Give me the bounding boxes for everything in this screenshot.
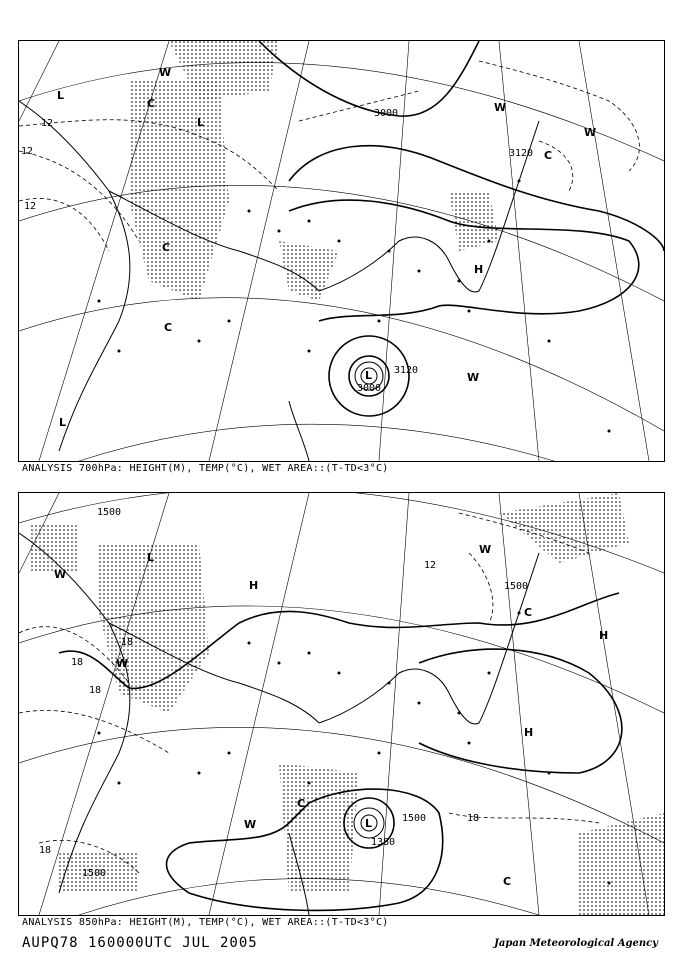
temp-label: 18 <box>121 637 134 648</box>
center-label: C <box>162 241 171 254</box>
center-label: W <box>244 818 257 831</box>
chart-code: AUPQ78 160000UTC JUL 2005 <box>22 935 258 951</box>
center-label: H <box>599 629 609 642</box>
chart-850hpa <box>18 492 665 916</box>
contour-label: 3120 <box>394 365 419 376</box>
caption-850hpa: ANALYSIS 850hPa: HEIGHT(M), TEMP(°C), WET AREA::(T-TD<3°C) <box>22 917 389 928</box>
center-label: W <box>54 568 67 581</box>
contour-label: 3120 <box>509 148 534 159</box>
center-label: C <box>524 606 533 619</box>
map-850hpa <box>19 493 664 915</box>
center-label: C <box>297 797 306 810</box>
wet-areas <box>29 493 664 915</box>
coastlines <box>19 101 539 461</box>
contour-label: 1500 <box>97 507 122 518</box>
center-label: C <box>147 97 156 110</box>
typhoon-center: L <box>365 817 373 830</box>
contour-label: 1500 <box>402 813 427 824</box>
contour-label: 3000 <box>374 108 399 119</box>
center-label: H <box>249 579 259 592</box>
center-label: H <box>524 726 534 739</box>
temp-label: 12 <box>424 560 437 571</box>
temp-label: 12 <box>24 201 37 212</box>
agency-name: Japan Meteorological Agency <box>494 938 658 949</box>
center-label: H <box>474 263 484 276</box>
contour-label: 1500 <box>82 868 107 879</box>
center-label: W <box>116 657 129 670</box>
temp-label: 12 <box>41 118 54 129</box>
typhoon-height: 3000 <box>357 383 382 394</box>
center-label: W <box>159 66 172 79</box>
center-label: L <box>197 116 205 129</box>
typhoon-center: L <box>365 369 373 382</box>
center-label: L <box>57 89 65 102</box>
caption-700hpa: ANALYSIS 700hPa: HEIGHT(M), TEMP(°C), WET AREA::(T-TD<3°C) <box>22 463 389 474</box>
center-label: C <box>544 149 553 162</box>
center-label: L <box>59 416 67 429</box>
temp-label: 18 <box>89 685 102 696</box>
center-label: W <box>584 126 597 139</box>
center-label: C <box>164 321 173 334</box>
temp-label: 18 <box>39 845 52 856</box>
chart-700hpa <box>18 40 665 462</box>
center-label: L <box>147 551 155 564</box>
typhoon-height: 1380 <box>371 837 396 848</box>
wet-areas <box>129 41 499 301</box>
center-label: W <box>494 101 507 114</box>
graticule <box>19 41 664 461</box>
center-label: C <box>503 875 512 888</box>
center-label: W <box>467 371 480 384</box>
temp-label: 12 <box>21 146 34 157</box>
center-label: W <box>479 543 492 556</box>
temp-label: 18 <box>467 813 480 824</box>
temp-label: 18 <box>71 657 84 668</box>
map-700hpa <box>19 41 664 461</box>
contour-label: 1500 <box>504 581 529 592</box>
